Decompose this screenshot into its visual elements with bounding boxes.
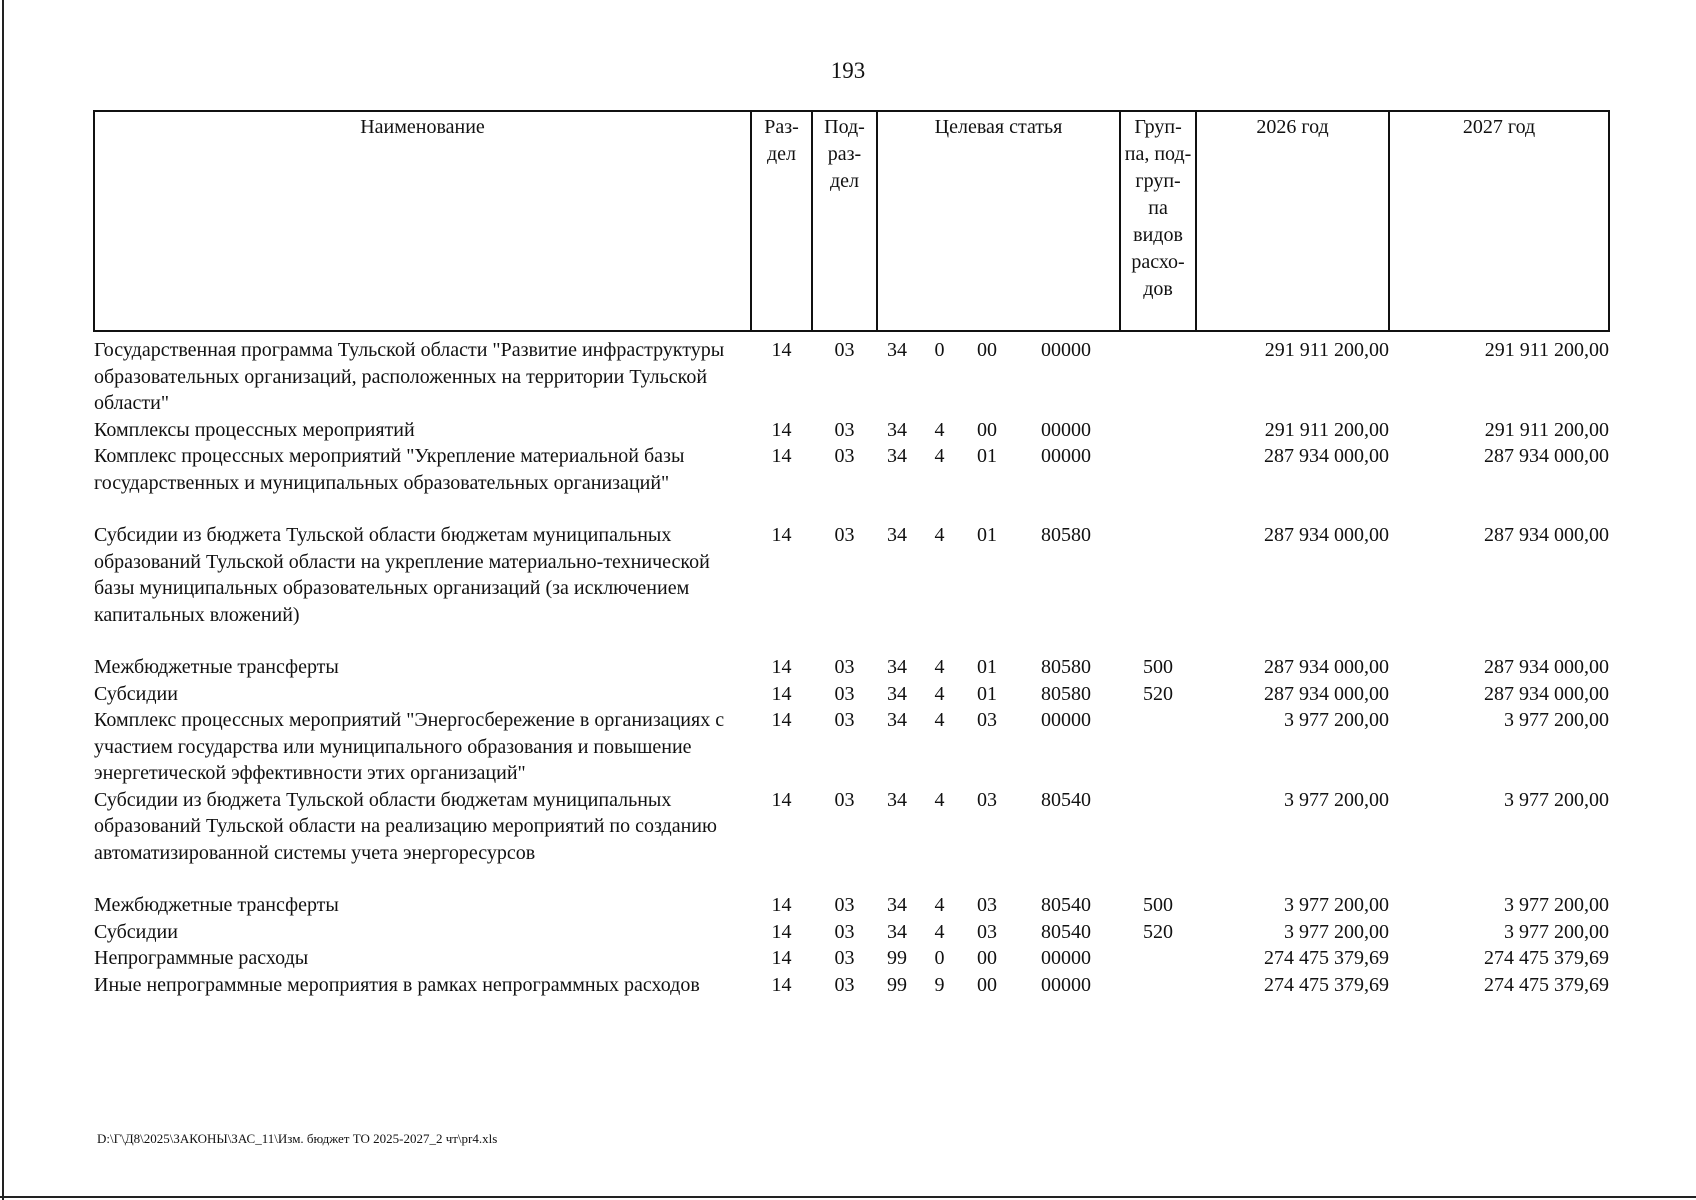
row-name: Субсидии из бюджета Тульской области бюджетам муниципальных образований Тульской области на укрепление материально-технической базы муниципальных образовательных организаций (за исключением капитальных вложений) xyxy=(94,524,710,626)
row-target-complex: 03 xyxy=(977,894,997,916)
row-2026: 274 475 379,69 xyxy=(1264,973,1390,996)
row-2027: 3 977 200,00 xyxy=(1504,709,1610,731)
row-target-direction: 80580 xyxy=(1041,524,1092,546)
row-2027: 291 911 200,00 xyxy=(1484,418,1610,441)
row-target-direction: 00000 xyxy=(1041,418,1092,441)
row-subsection: 03 xyxy=(834,709,855,731)
row-name: Комплексы процессных мероприятий xyxy=(94,418,415,441)
row-group xyxy=(1120,443,1196,522)
header-subsection: Под- раз- дел xyxy=(812,111,877,331)
row-group: 500 xyxy=(1143,656,1174,678)
row-target-direction: 00000 xyxy=(1041,445,1092,467)
row-group: 520 xyxy=(1143,682,1174,705)
row-target-type: 0 xyxy=(934,947,945,969)
row-2027: 287 934 000,00 xyxy=(1484,656,1610,678)
row-2027: 291 911 200,00 xyxy=(1484,339,1610,361)
row-group xyxy=(1120,707,1196,787)
row-target-type: 4 xyxy=(934,445,945,467)
row-2026: 287 934 000,00 xyxy=(1264,682,1390,705)
row-target-type: 4 xyxy=(934,709,945,731)
row-subsection: 03 xyxy=(834,947,855,969)
row-name: Государственная программа Тульской области "Развитие инфраструктуры образовательных организаций, расположенных на территории Тульской области" xyxy=(94,339,725,414)
row-group xyxy=(1120,331,1196,417)
row-group xyxy=(1120,972,1196,999)
row-target-complex: 01 xyxy=(977,445,997,467)
row-name: Комплекс процессных мероприятий "Укрепление материальной базы государственных и муниципальных образовательных организаций" xyxy=(94,445,685,494)
row-target-direction: 80580 xyxy=(1041,656,1092,678)
row-target-program: 34 xyxy=(887,920,907,943)
table-row xyxy=(94,919,1609,946)
row-target-type: 9 xyxy=(934,973,945,996)
row-group xyxy=(1120,417,1196,444)
row-target-program: 34 xyxy=(887,894,907,916)
row-target-type: 4 xyxy=(934,788,945,811)
row-name: Межбюджетные трансферты xyxy=(94,656,339,678)
table-header-row xyxy=(94,111,1609,331)
row-name: Иные непрограммные мероприятия в рамках непрограммных расходов xyxy=(94,973,700,996)
row-2026: 3 977 200,00 xyxy=(1284,920,1390,943)
row-target-complex: 01 xyxy=(977,656,997,678)
row-section: 14 xyxy=(771,418,792,441)
page-frame-bottom xyxy=(0,1196,1696,1198)
row-2026: 291 911 200,00 xyxy=(1264,339,1390,361)
row-target-program: 34 xyxy=(887,418,907,441)
row-2026: 287 934 000,00 xyxy=(1264,524,1390,546)
row-name: Межбюджетные трансферты xyxy=(94,894,339,916)
row-name: Комплекс процессных мероприятий "Энергосбережение в организациях с участием государства или муниципального образования и повышение энергетической эффективности этих организаций" xyxy=(94,709,725,784)
row-target-direction: 80540 xyxy=(1041,920,1092,943)
row-target-direction: 80540 xyxy=(1041,894,1092,916)
row-target-direction: 00000 xyxy=(1041,947,1092,969)
row-section: 14 xyxy=(771,682,792,705)
row-2027: 274 475 379,69 xyxy=(1484,947,1610,969)
budget-table xyxy=(93,110,1610,998)
row-section: 14 xyxy=(771,947,792,969)
row-target-type: 4 xyxy=(934,920,945,943)
row-target-program: 34 xyxy=(887,709,907,731)
row-2026: 3 977 200,00 xyxy=(1284,709,1390,731)
row-target-direction: 00000 xyxy=(1041,709,1092,731)
row-target-type: 4 xyxy=(934,656,945,678)
row-2026: 287 934 000,00 xyxy=(1264,656,1390,678)
row-target-complex: 01 xyxy=(977,524,997,546)
row-target-complex: 03 xyxy=(977,920,997,943)
row-target-type: 4 xyxy=(934,524,945,546)
row-group: 500 xyxy=(1143,894,1174,916)
row-target-complex: 00 xyxy=(977,418,997,441)
row-subsection: 03 xyxy=(834,524,855,546)
row-target-program: 34 xyxy=(887,524,907,546)
row-subsection: 03 xyxy=(834,418,855,441)
row-target-complex: 03 xyxy=(977,788,997,811)
row-target-program: 34 xyxy=(887,682,907,705)
table-row xyxy=(94,417,1609,444)
row-target-program: 99 xyxy=(887,947,907,969)
row-section: 14 xyxy=(771,920,792,943)
row-target-program: 34 xyxy=(887,656,907,678)
row-subsection: 03 xyxy=(834,445,855,467)
row-target-program: 99 xyxy=(887,973,907,996)
row-target-complex: 00 xyxy=(977,973,997,996)
row-target-complex: 01 xyxy=(977,682,997,705)
row-target-type: 4 xyxy=(934,894,945,916)
page-frame-left xyxy=(2,0,4,1200)
row-subsection: 03 xyxy=(834,682,855,705)
row-group xyxy=(1120,787,1196,893)
header-2026: 2026 год xyxy=(1196,111,1389,331)
row-2026: 274 475 379,69 xyxy=(1264,947,1390,969)
row-subsection: 03 xyxy=(834,894,855,916)
header-target-article: Целевая статья xyxy=(877,111,1120,331)
row-target-complex: 03 xyxy=(977,709,997,731)
row-2026: 287 934 000,00 xyxy=(1264,445,1390,467)
row-2027: 287 934 000,00 xyxy=(1484,524,1610,546)
page-number: 193 xyxy=(830,58,866,83)
row-target-direction: 80540 xyxy=(1041,788,1092,811)
row-name: Субсидии xyxy=(94,920,178,943)
table-row xyxy=(94,522,1609,654)
row-target-program: 34 xyxy=(887,339,907,361)
row-target-type: 4 xyxy=(934,418,945,441)
row-section: 14 xyxy=(771,788,792,811)
table-row xyxy=(94,787,1609,893)
row-section: 14 xyxy=(771,445,792,467)
table-row xyxy=(94,331,1609,417)
row-section: 14 xyxy=(771,339,792,361)
row-target-program: 34 xyxy=(887,788,907,811)
row-target-program: 34 xyxy=(887,445,907,467)
row-group xyxy=(1120,522,1196,654)
row-2027: 287 934 000,00 xyxy=(1484,445,1610,467)
row-2027: 3 977 200,00 xyxy=(1504,894,1610,916)
table-row xyxy=(94,707,1609,787)
row-section: 14 xyxy=(771,973,792,996)
row-2027: 274 475 379,69 xyxy=(1484,973,1610,996)
table-row xyxy=(94,443,1609,522)
row-target-complex: 00 xyxy=(977,339,997,361)
row-2027: 3 977 200,00 xyxy=(1504,788,1610,811)
row-2027: 287 934 000,00 xyxy=(1484,682,1610,705)
header-group: Груп- па, под- груп- па видов расхо- дов xyxy=(1120,111,1196,331)
row-group xyxy=(1120,945,1196,972)
row-name: Субсидии xyxy=(94,682,178,705)
table-row xyxy=(94,972,1609,999)
row-subsection: 03 xyxy=(834,973,855,996)
row-group: 520 xyxy=(1143,920,1174,943)
row-subsection: 03 xyxy=(834,339,855,361)
row-2026: 3 977 200,00 xyxy=(1284,788,1390,811)
row-2027: 3 977 200,00 xyxy=(1504,920,1610,943)
row-target-direction: 00000 xyxy=(1041,339,1092,361)
row-target-type: 4 xyxy=(934,682,945,705)
row-target-type: 0 xyxy=(934,339,945,361)
row-section: 14 xyxy=(771,656,792,678)
row-subsection: 03 xyxy=(834,920,855,943)
header-name: Наименование xyxy=(94,111,751,331)
row-section: 14 xyxy=(771,709,792,731)
row-name: Непрограммные расходы xyxy=(94,947,309,969)
row-2026: 291 911 200,00 xyxy=(1264,418,1390,441)
table-row xyxy=(94,945,1609,972)
row-target-direction: 80580 xyxy=(1041,682,1092,705)
row-target-direction: 00000 xyxy=(1041,973,1092,996)
header-section: Раз- дел xyxy=(751,111,812,331)
header-2027: 2027 год xyxy=(1389,111,1609,331)
table-row xyxy=(94,681,1609,708)
row-section: 14 xyxy=(771,524,792,546)
row-section: 14 xyxy=(771,894,792,916)
row-target-complex: 00 xyxy=(977,947,997,969)
row-2026: 3 977 200,00 xyxy=(1284,894,1390,916)
table-row xyxy=(94,654,1609,681)
file-path-footer: D:\Г\Д8\2025\ЗАКОНЫ\ЗАС_11\Изм. бюджет ТО 2025-2027_2 чт\pr4.xls xyxy=(97,1131,498,1146)
table-row xyxy=(94,892,1609,919)
row-subsection: 03 xyxy=(834,788,855,811)
row-name: Субсидии из бюджета Тульской области бюджетам муниципальных образований Тульской области на реализацию мероприятий по созданию автоматизированной системы учета энергоресурсов xyxy=(94,788,717,864)
row-subsection: 03 xyxy=(834,656,855,678)
